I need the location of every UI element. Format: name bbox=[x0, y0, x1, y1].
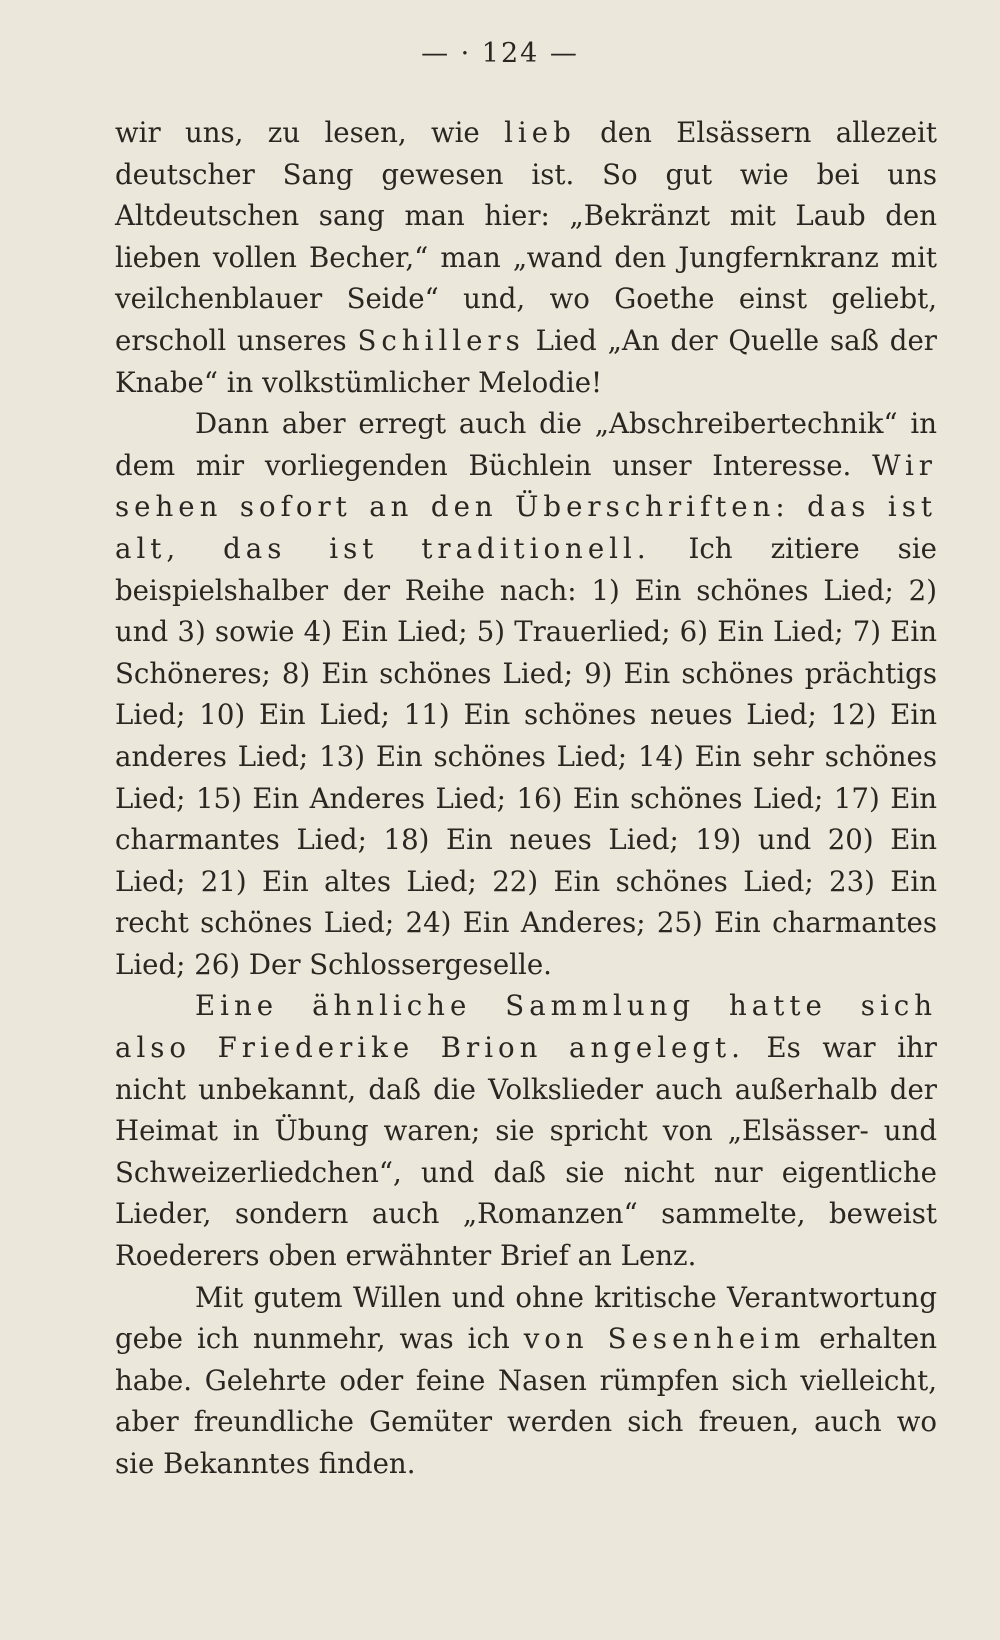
text-segment: Dann aber erregt auch die „Abschreibertechnik“ in dem mir vorliegenden Büchlein unser Interesse. bbox=[115, 407, 937, 482]
text-segment: Ich zitiere sie beispielshalber der Reihe nach: 1) Ein schönes Lied; 2) und 3) sowie 4) Ein Lied; 5) Trauerlied; 6) Ein Lied; 7) Ein Schöneres; 8) Ein schönes Lied; 9) Ein schönes prächtigs Lied; 10) Ein Lied; 11) Ein schönes neues Lied; 12) Ein anderes Lied; 13) Ein schönes Lied; 14) Ein sehr schönes Lied; 15) Ein Anderes Lied; 16) Ein schönes Lied; 17) Ein charmantes Lied; 18) Ein neues Lied; 19) und 20) Ein Lied; 21) Ein altes Lied; 22) Ein schönes Lied; 23) Ein recht schönes Lied; 24) Ein Anderes; 25) Ein charmantes Lied; 26) Der Schlossergeselle. bbox=[115, 531, 937, 981]
text-segment: Mit gutem Willen und ohne kritische Verantwortung gebe ich nunmehr, was ich bbox=[115, 1280, 937, 1356]
spaced-emphasis: Eine ähnliche Sammlung hatte sich also Friederike Brion angelegt. bbox=[115, 989, 937, 1065]
text-segment: den Elsässern allezeit deutscher Sang gewesen ist. So gut wie bei uns Altdeutschen sang man hier: „Bekränzt mit Laub den lieben vollen Becher,“ man „wand den Jungfernkranz mit veilchenblauer Seide“ und, wo Goethe einst geliebt, erscholl unseres bbox=[115, 116, 937, 357]
text-segment: Es war ihr nicht unbekannt, daß die Volkslieder auch außerhalb der Heimat in Übung waren; sie spricht von „Elsässer- und Schweizerliedchen“, und daß sie nicht nur eigentliche Lieder, sondern auch „Romanzen“ sammelte, beweist Roederers oben erwähnter Brief an Lenz. bbox=[115, 1031, 937, 1273]
page-number: — · 124 — bbox=[421, 38, 579, 69]
text-segment: wir uns, zu lesen, wie bbox=[115, 116, 505, 149]
text-segment: erhalten habe. Gelehrte oder feine Nasen rümpfen sich vielleicht, aber freundliche Gemüter werden sich freuen, auch wo sie Bekanntes finden. bbox=[115, 1322, 938, 1480]
paragraph bbox=[115, 403, 937, 985]
paragraph bbox=[115, 112, 937, 403]
paragraph bbox=[115, 985, 937, 1276]
body-text bbox=[115, 112, 937, 1485]
paragraph bbox=[115, 1277, 937, 1485]
spaced-emphasis: Schillers bbox=[357, 323, 525, 357]
text-segment: Lied „An der Quelle saß der Knabe“ in volkstümlicher Melodie! bbox=[115, 323, 937, 399]
spaced-emphasis: Wir sehen sofort an den Überschriften: das ist alt, das ist traditionell. bbox=[115, 448, 937, 565]
spaced-emphasis: von Sesenheim bbox=[523, 1322, 806, 1356]
spaced-emphasis: lieb bbox=[504, 116, 576, 149]
